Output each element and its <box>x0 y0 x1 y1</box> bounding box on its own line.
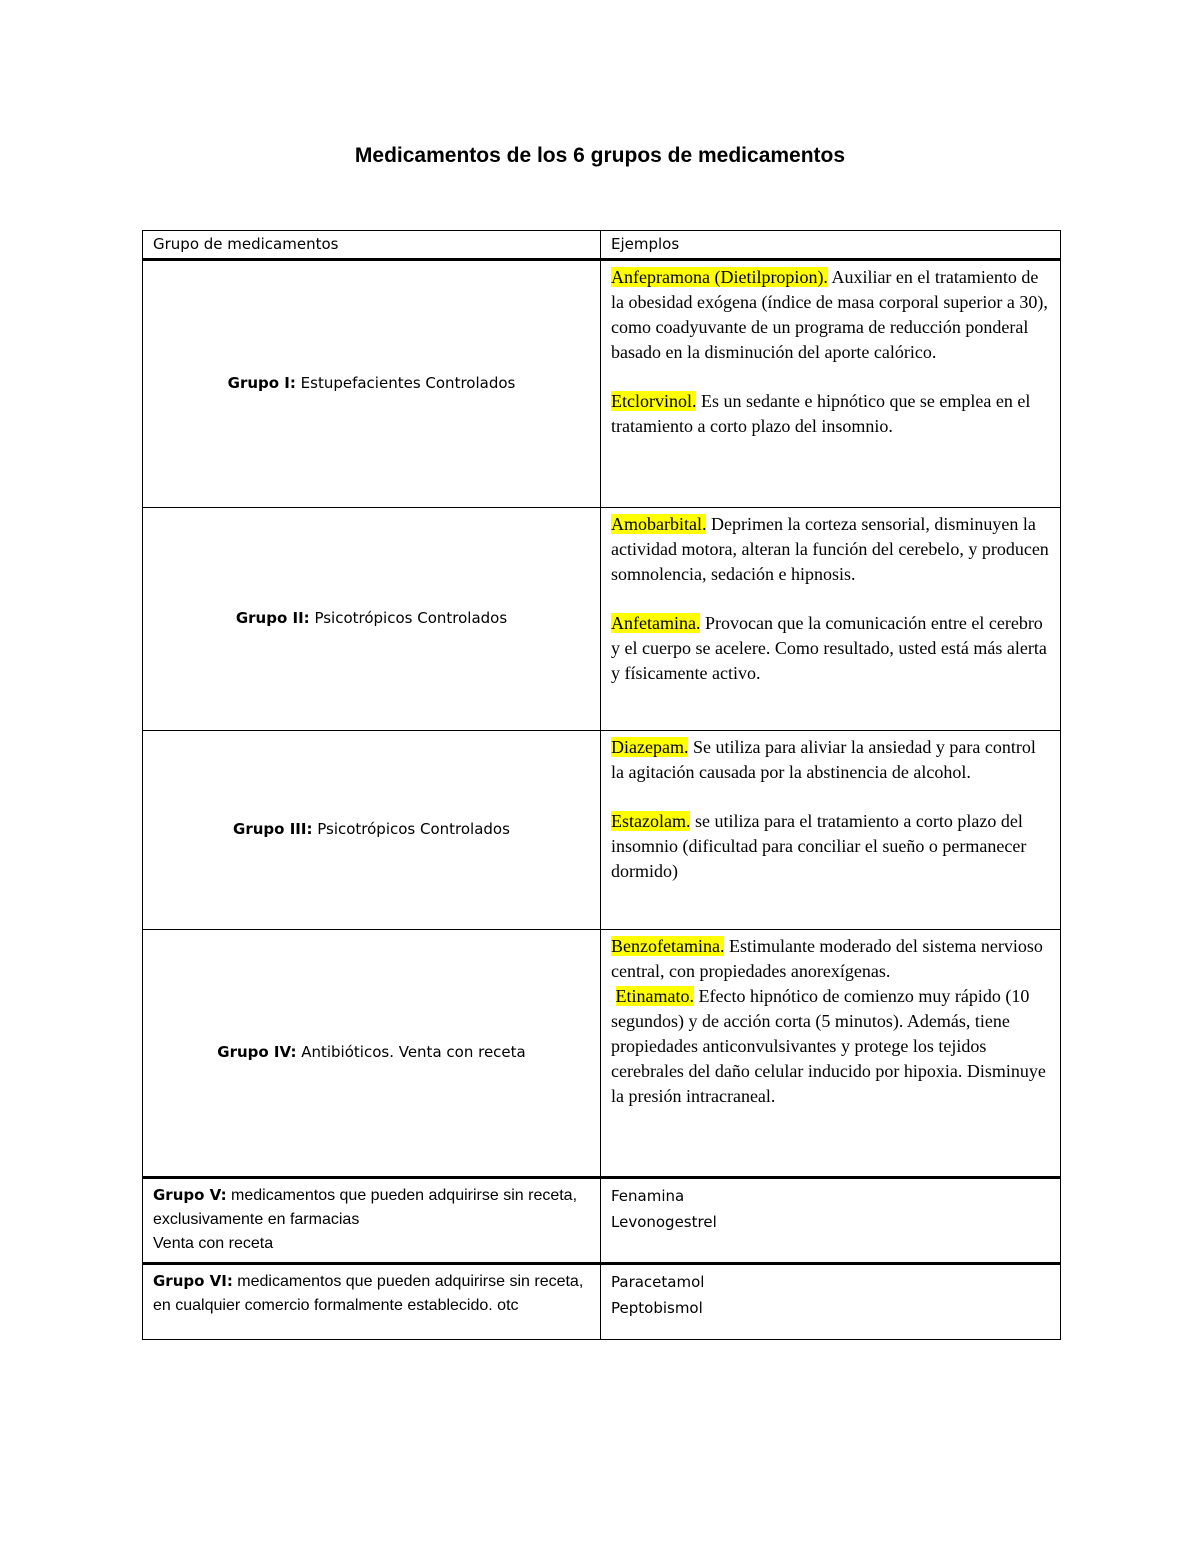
group-label: Grupo VI: <box>153 1272 233 1290</box>
examples-cell <box>601 1264 1061 1340</box>
example-entry <box>611 984 1050 1109</box>
group-cell <box>143 731 601 930</box>
examples-cell <box>601 508 1061 731</box>
group-label: Grupo IV: <box>217 1043 297 1061</box>
group-cell <box>143 930 601 1178</box>
drug-description: Es un sedante e hipnótico que se emplea en el tratamiento a corto plazo del insomnio. <box>611 391 1031 436</box>
examples-cell <box>601 930 1061 1178</box>
group-cell <box>143 1178 601 1264</box>
drug-name: Benzofetamina. <box>611 936 725 956</box>
table-row <box>143 930 1061 1178</box>
drug-name: Diazepam. <box>611 737 689 757</box>
example-entry <box>611 389 1050 439</box>
drug-name: Etinamato. <box>615 986 694 1006</box>
drug-name: Amobarbital. <box>611 514 707 534</box>
group-description: Antibióticos. Venta con receta <box>296 1043 526 1061</box>
drug-description: Provocan que la comunicación entre el cerebro y el cuerpo se acelere. Como resultado, usted está más alerta y físicamente activo. <box>611 613 1047 683</box>
drug-description: Efecto hipnótico de comienzo muy rápido (10 segundos) y de acción corta (5 minutos). Además, tiene propiedades anticonvulsivantes y protege los tejidos cerebrales del daño celular inducido por hipoxia. Disminuye la presión intracraneal. <box>611 986 1046 1106</box>
group-label: Grupo II: <box>235 609 310 627</box>
table-row <box>143 1178 1061 1264</box>
example-entry <box>611 735 1050 785</box>
example-entry <box>611 265 1050 365</box>
medications-table <box>142 230 1061 1340</box>
group-description: Estupefacientes Controlados <box>295 374 516 392</box>
examples-cell <box>601 1178 1061 1264</box>
drug-name: Peptobismol <box>611 1299 703 1317</box>
group-description: Psicotrópicos Controlados <box>309 609 508 627</box>
drug-name: Anfetamina. <box>611 613 701 633</box>
group-description: medicamentos que pueden adquirirse sin receta, exclusivamente en farmacias <box>153 1187 578 1228</box>
example-entry <box>611 934 1050 984</box>
examples-cell <box>601 731 1061 930</box>
group-description: medicamentos que pueden adquirirse sin receta, en cualquier comercio formalmente establecido. otc <box>153 1273 584 1314</box>
group-description: Psicotrópicos Controlados <box>312 820 510 838</box>
table-row <box>143 508 1061 731</box>
table-row <box>143 731 1061 930</box>
drug-name: Estazolam. <box>611 811 691 831</box>
group-cell <box>143 1264 601 1340</box>
group-label: Grupo V: <box>153 1186 227 1204</box>
drug-description: Auxiliar en el tratamiento de la obesidad exógena (índice de masa corporal superior a 30), como coadyuvante de un programa de reducción ponderal basado en la disminución del aporte calórico. <box>611 267 1048 362</box>
table-row <box>143 1264 1061 1340</box>
drug-description: se utiliza para el tratamiento a corto plazo del insomnio (dificultad para conciliar el sueño o permanecer dormido) <box>611 811 1027 881</box>
example-entry <box>611 611 1050 686</box>
examples-cell <box>601 260 1061 508</box>
group-cell <box>143 260 601 508</box>
drug-name: Fenamina <box>611 1187 685 1205</box>
example-entry <box>611 512 1050 587</box>
drug-name: Paracetamol <box>611 1273 705 1291</box>
drug-name: Etclorvinol. <box>611 391 697 411</box>
page-title: Medicamentos de los 6 grupos de medicamentos <box>354 144 846 167</box>
group-label: Grupo III: <box>233 820 313 838</box>
group-label: Grupo I: <box>227 374 296 392</box>
drug-description: Deprimen la corteza sensorial, disminuyen la actividad motora, alteran la función del cerebelo, y producen somnolencia, sedación e hipnosis. <box>611 514 1049 584</box>
table-row <box>143 260 1061 508</box>
group-cell <box>143 508 601 731</box>
header-examples: Ejemplos <box>601 231 1061 260</box>
table-header-row <box>143 231 1061 260</box>
drug-description: Estimulante moderado del sistema nervioso central, con propiedades anorexígenas. <box>611 936 1043 981</box>
drug-name: Levonogestrel <box>611 1213 717 1231</box>
drug-description: Se utiliza para aliviar la ansiedad y para control la agitación causada por la abstinencia de alcohol. <box>611 737 1036 782</box>
group-extra: Venta con receta <box>153 1235 274 1252</box>
example-entry <box>611 809 1050 884</box>
drug-name: Anfepramona (Dietilpropion). <box>611 267 828 287</box>
header-group: Grupo de medicamentos <box>143 231 601 260</box>
